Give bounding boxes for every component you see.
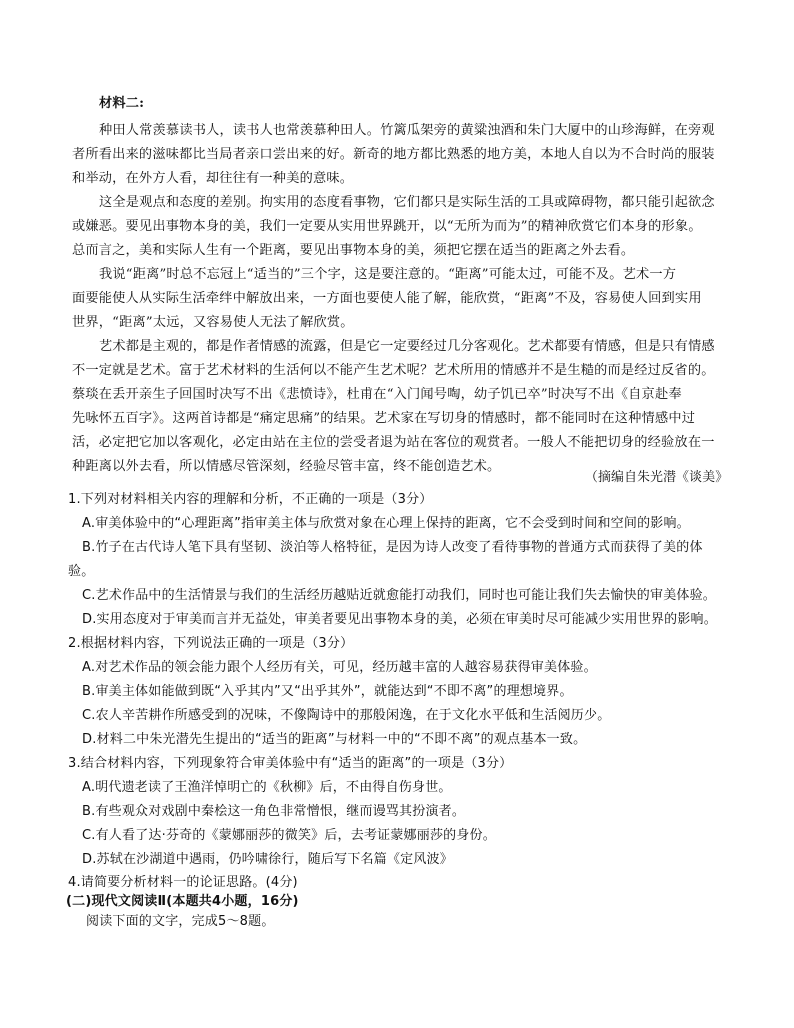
question-2-stem: 2.根据材料内容，下列说法正确的一项是（3分） — [68, 636, 354, 651]
material-line: 蔡琰在丢开亲生子回国时决写不出《悲愤诗》，杜甫在“入门闻号啕，幼子饥已卒”时决写不出《自京赴奉 — [72, 387, 682, 402]
material-heading: 材料二: — [99, 96, 145, 111]
material-line: 面要能使人从实际生活牵绊中解放出来，一方面也要使人能了解，能欣赏，“距离”不及，容易使人回到实用 — [72, 291, 702, 306]
material-line: 这全是观点和态度的差别。拘实用的态度看事物，它们都只是实际生活的工具或障碍物，都只能引起欲念 — [99, 195, 715, 210]
material-line: 种田人常羡慕读书人，读书人也常羡慕种田人。竹篱瓜架旁的黄粱浊酒和朱门大厦中的山珍海鲜，在旁观 — [99, 123, 715, 138]
material-line: 和举动，在外方人看，却往往有一种美的意味。 — [72, 171, 354, 186]
question-3-option-b: B.有些观众对戏剧中秦桧这一角色非常憎恨，继而谩骂其扮演者。 — [82, 804, 466, 819]
material-line: 活，必定把它加以客观化，必定由站在主位的尝受者退为站在客位的观赏者。一般人不能把切身的经验放在一 — [72, 435, 715, 450]
material-line: 不一定就是艺术。富于艺术材料的生活何以不能产生艺术呢？艺术所用的情感并不是生糙的而是经过反省的。 — [72, 363, 715, 378]
material-line: 世界，“距离”太远，又容易使人无法了解欣赏。 — [72, 315, 354, 330]
material-source: （摘编自朱光潜《谈美》 — [585, 470, 729, 485]
section-instruction: 阅读下面的文字，完成5～8题。 — [86, 914, 275, 929]
question-3-stem: 3.结合材料内容，下列现象符合审美体验中有“适当的距离”的一项是（3分） — [68, 756, 513, 771]
question-1-option-b: B.竹子在古代诗人笔下具有坚韧、淡泊等人格特征，是因为诗人改变了看待事物的普通方式而获得了美的体 — [82, 540, 703, 555]
material-line: 种距离以外去看，所以情感尽管深刻，经验尽管丰富，终不能创造艺术。 — [72, 459, 501, 474]
question-1-stem: 1.下列对材料相关内容的理解和分析，不正确的一项是（3分） — [68, 492, 433, 507]
material-line: 艺术都是主观的，都是作者情感的流露，但是它一定要经过几分客观化。艺术都要有情感，但是只有情感 — [99, 339, 715, 354]
question-3-option-c: C.有人看了达·芬奇的《蒙娜丽莎的微笑》后，去考证蒙娜丽莎的身份。 — [82, 828, 496, 843]
material-line: 我说“距离”时总不忘冠上“适当的”三个字，这是要注意的。“距离”可能太过，可能不及。艺术一方 — [99, 267, 677, 282]
material-line: 者所看出来的滋味都比当局者亲口尝出来的好。新奇的地方都比熟悉的地方美，本地人自以为不合时尚的服装 — [72, 147, 715, 162]
question-2-option-d: D.材料二中朱光潜先生提出的“适当的距离”与材料一中的“不即不离”的观点基本一致。 — [82, 732, 587, 747]
material-line: 或嫌恶。要见出事物本身的美，我们一定要从实用世界跳开，以“无所为而为”的精神欣赏它们本身的形象。 — [72, 219, 702, 234]
question-3-option-a: A.明代遗老读了王渔洋悼明亡的《秋柳》后，不由得自伤身世。 — [82, 780, 452, 795]
question-2-option-a: A.对艺术作品的领会能力跟个人经历有关，可见，经历越丰富的人越容易获得审美体验。 — [82, 660, 597, 675]
question-1-option-d: D.实用态度对于审美而言并无益处，审美者要见出事物本身的美，必须在审美时尽可能减少实用世界的影响。 — [82, 612, 717, 627]
question-1-option-b-cont: 验。 — [68, 564, 95, 579]
question-1-option-c: C.艺术作品中的生活情景与我们的生活经历越贴近就愈能打动我们，同时也可能让我们失去愉快的审美体验。 — [82, 588, 717, 603]
question-3-option-d: D.苏轼在沙湖道中遇雨，仍吟啸徐行，随后写下名篇《定风波》 — [82, 852, 453, 867]
section-title: (二)现代文阅读Ⅱ(本题共4小题，16分) — [66, 894, 299, 909]
material-line: 总而言之，美和实际人生有一个距离，要见出事物本身的美，须把它摆在适当的距离之外去看。 — [72, 243, 635, 258]
question-1-option-a: A.审美体验中的“心理距离”指审美主体与欣赏对象在心理上保持的距离，它不会受到时间和空间的影响。 — [82, 516, 690, 531]
question-2-option-b: B.审美主体如能做到既“入乎其内”又“出乎其外”，就能达到“不即不离”的理想境界。 — [82, 684, 573, 699]
material-line: 先咏怀五百字》。这两首诗都是“痛定思痛”的结果。艺术家在写切身的情感时，都不能同时在这种情感中过 — [72, 411, 696, 426]
question-2-option-c: C.农人辛苦耕作所感受到的况味，不像陶诗中的那般闲逸，在于文化水平低和生活阅历少。 — [82, 708, 611, 723]
question-4-stem: 4.请简要分析材料一的论证思路。(4分) — [68, 875, 298, 890]
